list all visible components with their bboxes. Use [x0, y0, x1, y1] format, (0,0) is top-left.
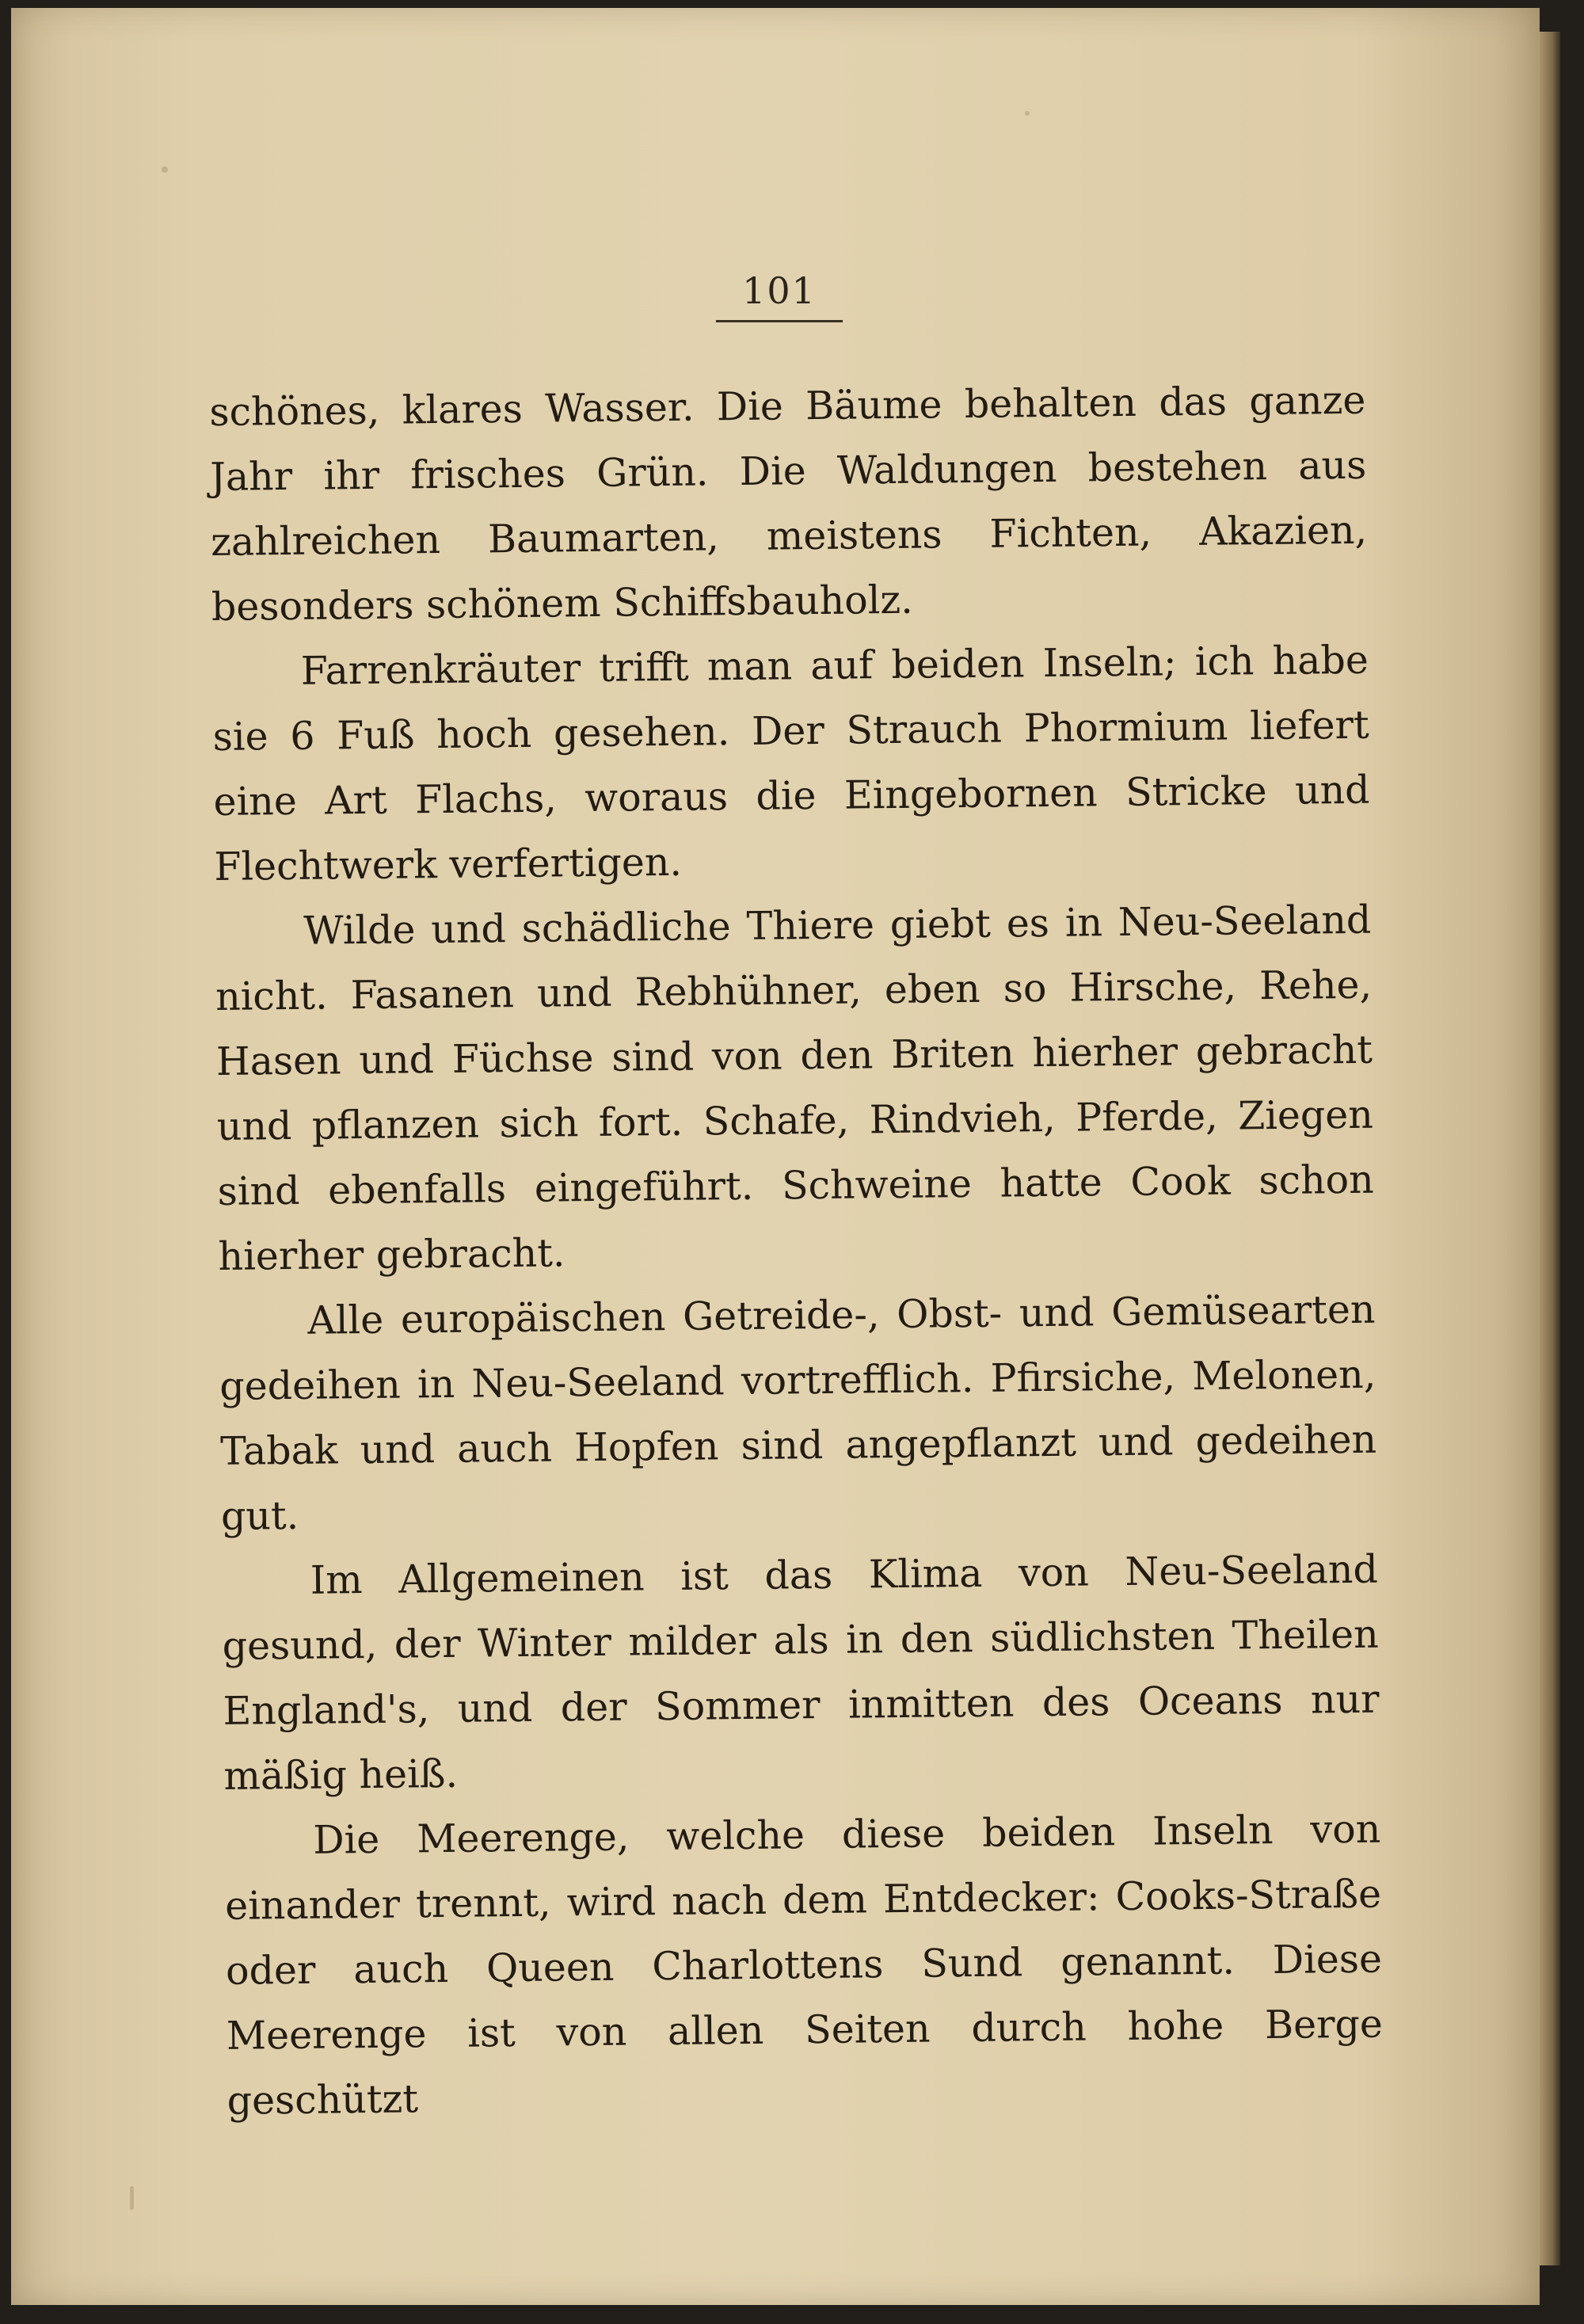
paper-speck: [1025, 111, 1030, 116]
paragraph-animals: Wilde und schädliche Thiere giebt es in Neu-Seeland nicht. Fasanen und Rebhühner, eben so Hirsche, Rehe, Hasen und Füchse sind von den Briten hierher gebracht und pflanzen sich fort. Schafe, Rindvieh, Pferde, Ziegen sind ebenfalls eingeführt. Schweine hatte Cook schon hierher gebracht.: [215, 897, 1374, 1279]
paragraph-climate: Im Allgemeinen ist das Klima von Neu-Seeland gesund, der Winter milder als in den südlichsten Theilen England's, und der Sommer inmitten des Oceans nur mäßig heiß.: [222, 1546, 1380, 1799]
page-header: [708, 269, 851, 322]
header-rule: [716, 320, 843, 322]
body-text: [209, 368, 1384, 2134]
page-number: 101: [742, 269, 817, 312]
paragraph-ferns: Farrenkräuter trifft man auf beiden Inseln; ich habe sie 6 Fuß hoch gesehen. Der Strauch Phormium liefert eine Art Flachs, woraus die Eingebornen Stricke und Flechtwerk verfertigen.: [212, 637, 1370, 890]
book-page: [11, 8, 1540, 2305]
paragraph-crops: Alle europäischen Getreide-, Obst- und Gemüsearten gedeihen in Neu-Seeland vortrefflich. Pfirsiche, Melonen, Tabak und auch Hopfen sind angepflanzt und gedeihen gut.: [219, 1286, 1377, 1539]
paragraph-strait: Die Meerenge, welche diese beiden Inseln von einander trennt, wird nach dem Entdecker: Cooks-Straße oder auch Queen Charlottens Sund genannt. Diese Meerenge ist von allen Seiten durch hohe Berge geschützt: [224, 1806, 1384, 2124]
paper-speck: [162, 166, 168, 173]
paper-speck: [130, 2186, 134, 2210]
paragraph-continuation: schönes, klares Wasser. Die Bäume behalten das ganze Jahr ihr frisches Grün. Die Waldungen bestehen aus zahlreichen Baumarten, meistens Fichten, Akazien, besonders schönem Schiffsbauholz.: [209, 377, 1368, 630]
page-edge: [1540, 32, 1560, 2265]
